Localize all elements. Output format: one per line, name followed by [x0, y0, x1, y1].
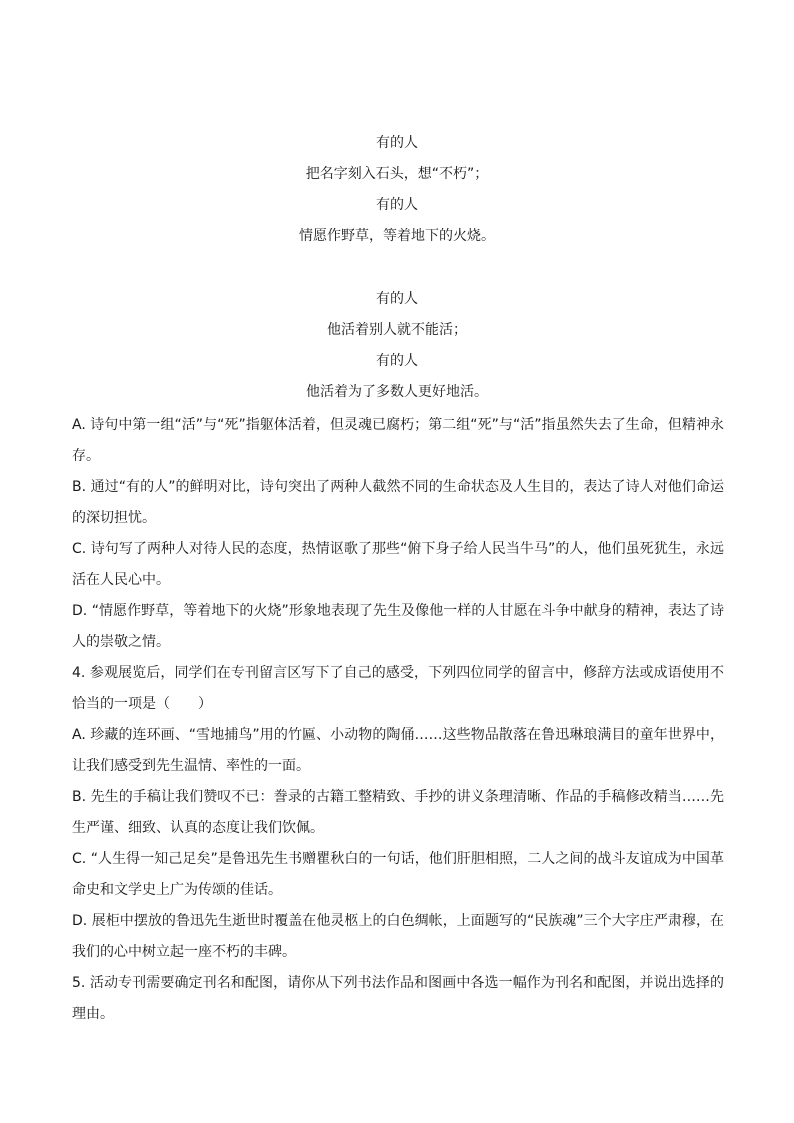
- poem-line: 他活着别人就不能活；: [327, 322, 467, 338]
- q4-option-d: D. 展柜中摆放的鲁迅先生逝世时覆盖在他灵柩上的白色绸帐，上面题写的“民族魂”三个大字庄严肃穆，在我们的心中树立起一座不朽的丰碑。: [72, 913, 724, 960]
- q4-stem: 4. 参观展览后，同学们在专刊留言区写下了自己的感受，下列四位同学的留言中，修辞方法或成语使用不恰当的一项是（ ）: [72, 665, 724, 712]
- poem-line: 把名字刻入石头，想“不朽”；: [305, 166, 489, 182]
- q3-option-c: C. 诗句写了两种人对待人民的态度，热情讴歌了那些“俯下身子给人民当牛马”的人，他们虽死犹生，永远活在人民心中。: [72, 541, 724, 588]
- q5-stem: 5. 活动专刊需要确定刊名和配图，请你从下列书法作品和图画中各选一幅作为刊名和配图，并说出选择的理由。: [72, 975, 724, 1022]
- poem-line: 他活着为了多数人更好地活。: [306, 384, 488, 400]
- q3-option-d: D. “情愿作野草，等着地下的火烧”形象地表现了先生及像他一样的人甘愿在斗争中献身的精神，表达了诗人的崇敬之情。: [72, 603, 724, 650]
- poem-stanza-2: [0, 284, 794, 408]
- poem-line: 情愿作野草，等着地下的火烧。: [299, 228, 495, 244]
- question-body: [72, 410, 724, 1030]
- poem-line: 有的人: [376, 291, 418, 307]
- q3-option-b: B. 通过“有的人”的鲜明对比，诗句突出了两种人截然不同的生命状态及人生目的，表达了诗人对他们命运的深切担忧。: [72, 479, 724, 526]
- poem-stanza-1: [0, 128, 794, 252]
- q4-option-c: C. “人生得一知己足矣”是鲁迅先生书赠瞿秋白的一句话，他们肝胆相照，二人之间的战斗友谊成为中国革命史和文学史上广为传颂的佳话。: [72, 851, 724, 898]
- q4-option-a: A. 珍藏的连环画、“雪地捕鸟”用的竹匾、小动物的陶俑……这些物品散落在鲁迅琳琅满目的童年世界中，让我们感受到先生温情、率性的一面。: [72, 727, 724, 774]
- poem-line: 有的人: [376, 353, 418, 369]
- q4-option-b: B. 先生的手稿让我们赞叹不已：誊录的古籍工整精致、手抄的讲义条理清晰、作品的手稿修改精当……先生严谨、细致、认真的态度让我们饮佩。: [72, 789, 724, 836]
- q3-option-a: A. 诗句中第一组“活”与“死”指躯体活着，但灵魂已腐朽；第二组“死”与“活”指虽然失去了生命，但精神永存。: [72, 417, 724, 464]
- poem-line: 有的人: [376, 197, 418, 213]
- poem-line: 有的人: [376, 135, 418, 151]
